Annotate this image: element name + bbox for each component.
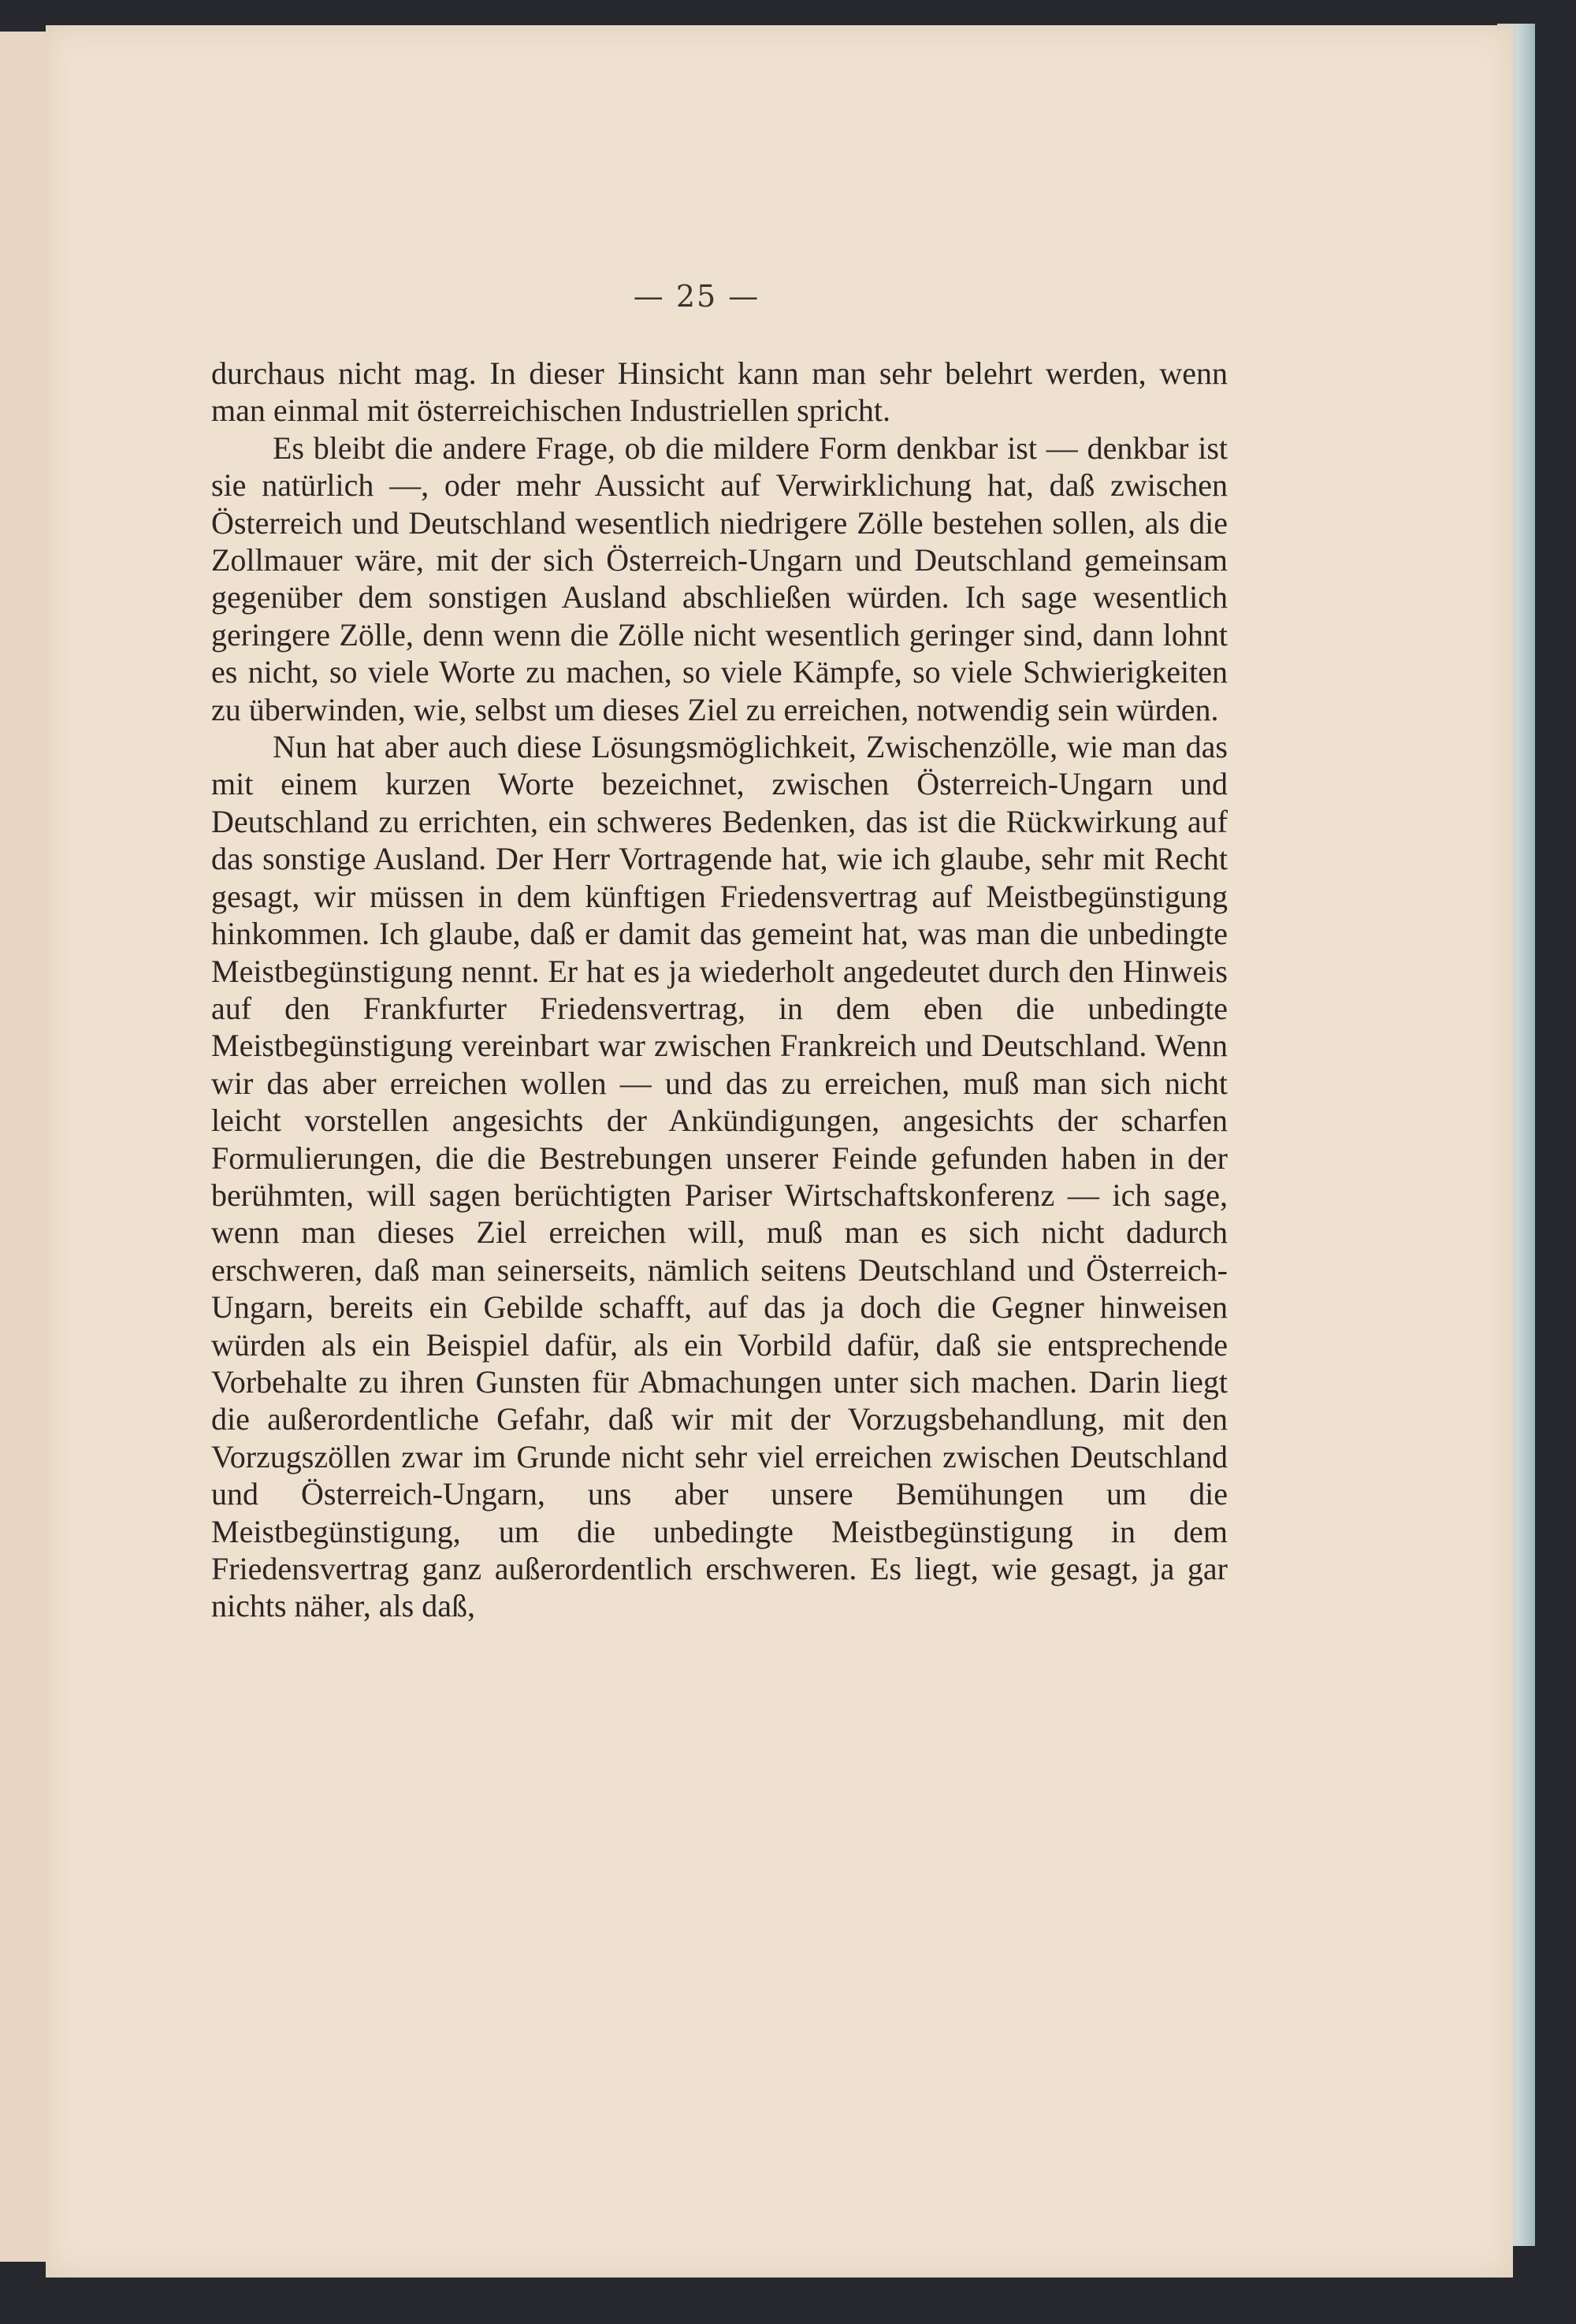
body-text	[211, 355, 1228, 1625]
book-page	[46, 25, 1513, 2278]
page-number: — 25 —	[633, 279, 760, 314]
previous-page-edge	[0, 32, 50, 2262]
paragraph-1: durchaus nicht mag. In dieser Hinsicht kann man sehr belehrt werden, wenn man einmal mit österreichischen Industriellen spricht.	[211, 355, 1228, 429]
paragraph-3: Nun hat aber auch diese Lösungsmöglichkeit, Zwischenzölle, wie man das mit einem kurzen Worte bezeichnet, zwischen Österreich-Ungarn und Deutschland zu errichten, ein schweres Bedenken, das ist die Rückwirkung auf das sonstige Ausland. Der Herr Vortragende hat, wie ich glaube, sehr mit Recht gesagt, wir müssen in dem künftigen Friedensvertrag auf Meistbegünstigung hinkommen. Ich glaube, daß er damit das gemeint hat, was man die unbedingte Meistbegünstigung nennt. Er hat es ja wiederholt angedeutet durch den Hinweis auf den Frankfurter Friedensvertrag, in dem eben die unbedingte Meistbegünstigung vereinbart war zwischen Frankreich und Deutschland. Wenn wir das aber erreichen wollen — und das zu erreichen, muß man sich nicht leicht vorstellen angesichts der Ankündigungen, angesichts der scharfen Formulierungen, die die Bestrebungen unserer Feinde gefunden haben in der berühmten, will sagen berüchtigten Pariser Wirtschaftskonferenz — ich sage, wenn man dieses Ziel erreichen will, muß man es sich nicht dadurch erschweren, daß man seinerseits, nämlich seitens Deutschland und Österreich-Ungarn, bereits ein Gebilde schafft, auf das ja doch die Gegner hinweisen würden als ein Beispiel dafür, als ein Vorbild dafür, daß sie entsprechende Vorbehalte zu ihren Gunsten für Abmachungen unter sich machen. Darin liegt die außerordentliche Gefahr, daß wir mit der Vorzugsbehandlung, mit den Vorzugszöllen zwar im Grunde nicht sehr viel erreichen zwischen Deutschland und Österreich-Ungarn, uns aber unsere Bemühungen um die Meistbegünstigung, um die unbedingte Meistbegünstigung in dem Friedensvertrag ganz außerordentlich erschweren. Es liegt, wie gesagt, ja gar nichts näher, als daß,	[211, 729, 1228, 1624]
paragraph-2: Es bleibt die andere Frage, ob die mildere Form denkbar ist — denkbar ist sie natürlich —, oder mehr Aussicht auf Verwirklichung hat, daß zwischen Österreich und Deutschland wesentlich niedrigere Zölle bestehen sollen, als die Zollmauer wäre, mit der sich Österreich-Ungarn und Deutschland gemeinsam gegenüber dem sonstigen Ausland abschließen würden. Ich sage wesentlich geringere Zölle, denn wenn die Zölle nicht wesentlich geringer sind, dann lohnt es nicht, so viele Worte zu machen, so viele Kämpfe, so viele Schwierigkeiten zu überwinden, wie, selbst um dieses Ziel zu erreichen, notwendig sein würden.	[211, 429, 1228, 727]
